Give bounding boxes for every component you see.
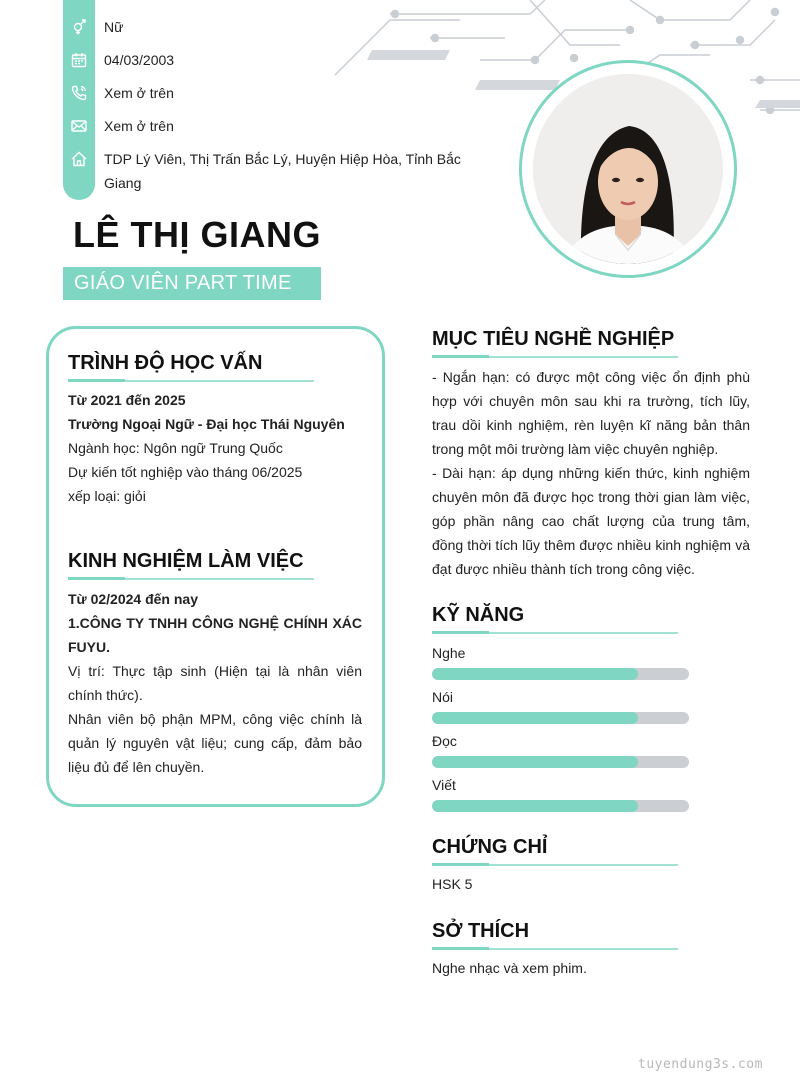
education-content [68, 388, 362, 508]
education-grade: xếp loại: giỏi [68, 488, 146, 504]
education-title: TRÌNH ĐỘ HỌC VẤN [68, 352, 263, 374]
education-graduation: Dự kiến tốt nghiệp vào tháng 06/2025 [68, 464, 303, 480]
skill-bar-listening [432, 668, 689, 680]
objective-short-term: - Ngắn hạn: có được một công việc ổn định phù hợp với chuyên môn sau khi ra trường, tích lũy, trau dồi kinh nghiệm, rèn luyện kĩ năng bản thân trong một môi trường làm việc chuyên nghiệp. [432, 369, 750, 457]
job-title: GIÁO VIÊN PART TIME [74, 272, 292, 294]
phone-icon [63, 84, 95, 102]
certificates-title: CHỨNG CHỈ [432, 836, 548, 858]
contact-list [63, 18, 463, 207]
experience-period: Từ 02/2024 đến nay [68, 591, 198, 607]
skill-fill-writing [432, 800, 638, 812]
skill-label-writing: Viết [432, 777, 456, 793]
experience-company: 1.CÔNG TY TNHH CÔNG NGHỆ CHÍNH XÁC FUYU. [68, 615, 362, 655]
skill-label-listening: Nghe [432, 645, 466, 661]
profile-photo [533, 74, 723, 264]
skill-fill-reading [432, 756, 638, 768]
objective-underline [432, 356, 678, 358]
skill-bar-writing [432, 800, 689, 812]
skill-bar-speaking [432, 712, 689, 724]
education-underline [68, 380, 314, 382]
contact-phone [63, 84, 463, 105]
certificates-underline [432, 864, 678, 866]
objective-title: MỤC TIÊU NGHỀ NGHIỆP [432, 328, 675, 350]
gender-icon [63, 18, 95, 36]
experience-content [68, 587, 362, 779]
job-title-banner [63, 267, 321, 300]
education-period: Từ 2021 đến 2025 [68, 392, 186, 408]
education-major: Ngành học: Ngôn ngữ Trung Quốc [68, 440, 283, 456]
watermark: tuyendung3s.com [638, 1057, 763, 1072]
calendar-icon [63, 51, 95, 69]
skills-title: KỸ NĂNG [432, 604, 525, 626]
skill-fill-listening [432, 668, 638, 680]
contact-birthday [63, 51, 463, 72]
candidate-name: LÊ THỊ GIANG [73, 214, 321, 255]
hobbies-text: Nghe nhạc và xem phim. [432, 960, 587, 976]
hobbies-title: SỞ THÍCH [432, 920, 530, 942]
gender-text: Nữ [104, 19, 124, 35]
certificates-text: HSK 5 [432, 876, 473, 892]
skill-label-reading: Đọc [432, 733, 457, 749]
address-text: TDP Lý Viên, Thị Trấn Bắc Lý, Huyện Hiệp Hòa, Tỉnh Bắc Giang [104, 151, 461, 191]
experience-title: KINH NGHIỆM LÀM VIỆC [68, 550, 304, 572]
skill-fill-speaking [432, 712, 638, 724]
mail-icon [63, 117, 95, 135]
contact-email [63, 117, 463, 138]
education-school: Trường Ngoại Ngữ - Đại học Thái Nguyên [68, 416, 345, 432]
profile-photo-frame [519, 60, 737, 278]
skill-label-speaking: Nói [432, 689, 454, 705]
contact-gender [63, 18, 463, 39]
hobbies-underline [432, 948, 678, 950]
birthday-text: 04/03/2003 [104, 52, 175, 68]
email-text: Xem ở trên [104, 118, 174, 134]
skills-underline [432, 632, 678, 634]
skill-bar-reading [432, 756, 689, 768]
experience-underline [68, 578, 314, 580]
experience-description: Nhân viên bộ phận MPM, công việc chính là quản lý nguyên vật liệu; cung cấp, đảm bảo liệu đủ để lên chuyền. [68, 711, 362, 775]
objective-long-term: - Dài hạn: áp dụng những kiến thức, kinh nghiệm chuyên môn đã được học trong thời gian làm việc, góp phần nâng cao chất lượng của trung tâm, đồng thời tích lũy thêm được nhiều kinh nghiệm và đạt được nhiều thành tích trong công việc. [432, 465, 750, 577]
phone-text: Xem ở trên [104, 85, 174, 101]
contact-address [63, 150, 463, 195]
objective-content [432, 365, 750, 581]
experience-position: Vị trí: Thực tập sinh (Hiện tại là nhân viên chính thức). [68, 663, 362, 703]
home-icon [63, 150, 95, 168]
